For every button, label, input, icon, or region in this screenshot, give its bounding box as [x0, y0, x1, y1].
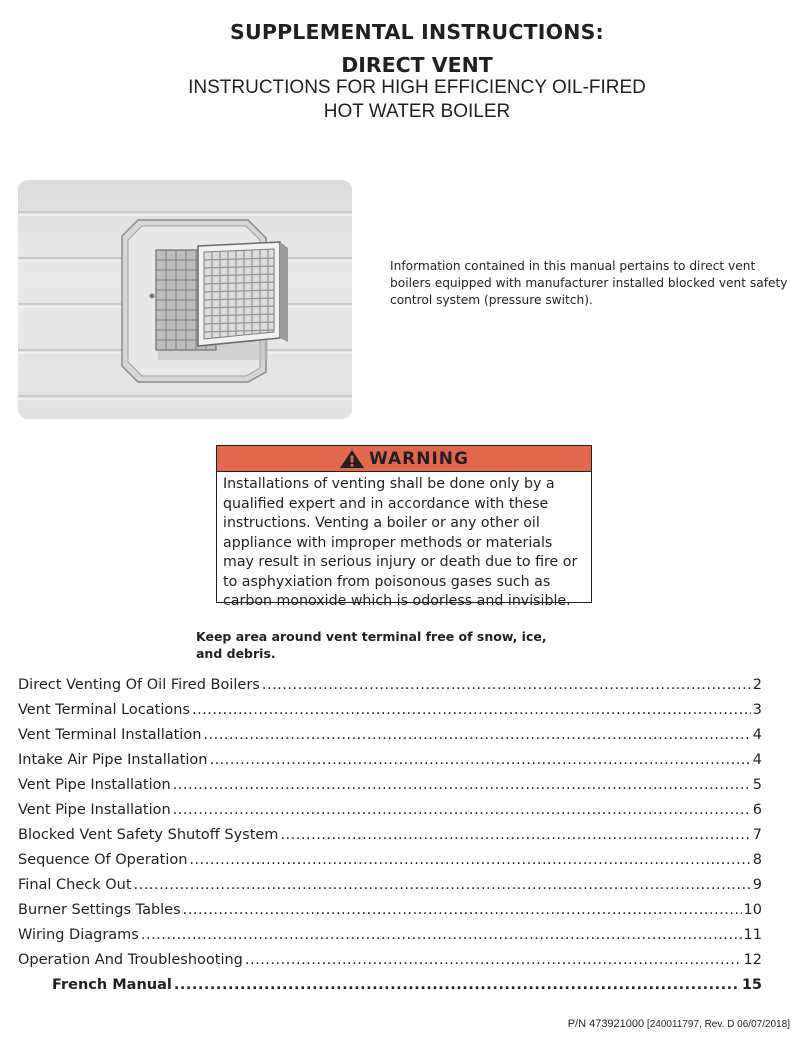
- toc-entry-title: Vent Terminal Locations: [18, 702, 190, 718]
- toc-leader-dots: [189, 852, 750, 868]
- document-title: SUPPLEMENTAL INSTRUCTIONS:: [230, 20, 604, 44]
- toc-entry-title: Vent Pipe Installation: [18, 777, 171, 793]
- toc-entry[interactable]: [18, 927, 762, 952]
- toc-leader-dots: [192, 702, 751, 718]
- revision-info: [240011797, Rev. D 06/07/2018]: [644, 1019, 790, 1030]
- toc-entry-title: French Manual: [52, 977, 172, 993]
- toc-entry[interactable]: [18, 802, 762, 827]
- toc-leader-dots: [183, 902, 742, 918]
- toc-entry-title: Burner Settings Tables: [18, 902, 181, 918]
- toc-entry-page: 11: [743, 927, 762, 943]
- toc-entry-page: 5: [752, 777, 762, 793]
- toc-entry-page: 4: [752, 727, 762, 743]
- table-of-contents: [18, 677, 762, 1002]
- toc-entry-title: Direct Venting Of Oil Fired Boilers: [18, 677, 260, 693]
- toc-entry-french-manual[interactable]: [18, 977, 762, 1002]
- toc-entry-title: Sequence Of Operation: [18, 852, 188, 868]
- toc-entry-title: Vent Pipe Installation: [18, 802, 171, 818]
- toc-leader-dots: [280, 827, 750, 843]
- toc-entry-title: Operation And Troubleshooting: [18, 952, 243, 968]
- toc-entry-title: Intake Air Pipe Installation: [18, 752, 208, 768]
- toc-leader-dots: [262, 677, 751, 693]
- warning-triangle-icon: [339, 449, 365, 469]
- toc-leader-dots: [134, 877, 751, 893]
- toc-entry[interactable]: [18, 677, 762, 702]
- toc-entry[interactable]: [18, 902, 762, 927]
- toc-leader-dots: [209, 752, 750, 768]
- toc-entry[interactable]: [18, 952, 762, 977]
- toc-leader-dots: [203, 727, 750, 743]
- toc-leader-dots: [245, 952, 742, 968]
- toc-entry-page: 4: [752, 752, 762, 768]
- toc-leader-dots: [173, 802, 751, 818]
- toc-entry[interactable]: [18, 702, 762, 727]
- toc-entry-title: Final Check Out: [18, 877, 132, 893]
- toc-entry[interactable]: [18, 777, 762, 802]
- toc-leader-dots: [141, 927, 742, 943]
- part-number: P/N 473921000: [567, 1018, 645, 1030]
- warning-box: [216, 445, 592, 609]
- toc-entry-title: Blocked Vent Safety Shutoff System: [18, 827, 279, 843]
- toc-entry-page: 6: [752, 802, 762, 818]
- toc-entry-page: 15: [741, 977, 762, 993]
- toc-entry-page: 8: [752, 852, 762, 868]
- toc-entry[interactable]: [18, 727, 762, 752]
- toc-entry-page: 10: [743, 902, 762, 918]
- warning-header: [217, 446, 591, 472]
- toc-entry[interactable]: [18, 752, 762, 777]
- document-subtitle-direct-vent: DIRECT VENT: [341, 53, 493, 77]
- toc-leader-dots: [174, 977, 740, 993]
- warning-heading: WARNING: [369, 448, 469, 469]
- warning-text: Installations of venting shall be done only by a qualified expert and in accordance with these instructions. Venting a boiler or any other oil appliance with improper methods or materials may result in serious injury or death due to fire or to asphyxiation from poisonous gases such as carbon monoxide which is odorless and invisible.: [223, 476, 578, 609]
- toc-leader-dots: [173, 777, 751, 793]
- toc-entry[interactable]: [18, 877, 762, 902]
- toc-entry-page: 2: [752, 677, 762, 693]
- document-description-line1: INSTRUCTIONS FOR HIGH EFFICIENCY OIL-FIRED: [188, 77, 646, 98]
- toc-entry-page: 12: [743, 952, 762, 968]
- info-paragraph: Information contained in this manual pertains to direct vent boilers equipped with manufacturer installed blocked vent safety control system (pressure switch).: [390, 259, 788, 307]
- toc-entry-title: Vent Terminal Installation: [18, 727, 202, 743]
- toc-entry-page: 3: [752, 702, 762, 718]
- vent-terminal-photo: [18, 180, 352, 419]
- toc-entry-title: Wiring Diagrams: [18, 927, 139, 943]
- toc-entry[interactable]: [18, 827, 762, 852]
- vent-clearance-notice: Keep area around vent terminal free of snow, ice, and debris.: [196, 629, 547, 661]
- toc-entry-page: 9: [752, 877, 762, 893]
- toc-entry[interactable]: [18, 852, 762, 877]
- part-number-footer: [568, 1018, 790, 1030]
- document-description-line2: HOT WATER BOILER: [323, 101, 511, 122]
- toc-entry-page: 7: [752, 827, 762, 843]
